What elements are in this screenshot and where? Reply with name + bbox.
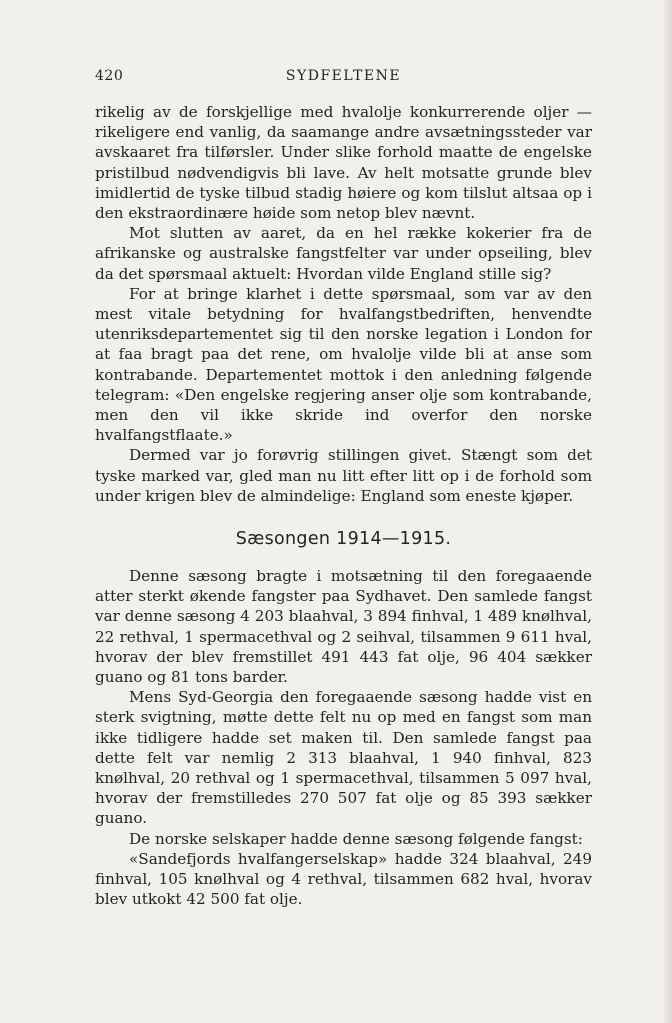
paragraph: Mens Syd-Georgia den foregaaende sæsong hadde vist en sterk svigtning, møtte dette felt nu op med en fangst som man ikke tidligere hadde set maken til. Den samlede fangst paa dette felt var nemlig 2 313 blaahval, 1 940 finhval, 823 knølhval, 20 rethval og 1 spermacethval, tilsammen 5 097 hval, hvorav der fremstilledes 270 507 fat olje og 85 393 sækker guano. — [95, 688, 592, 828]
page-number: 420 — [95, 68, 124, 84]
page-edge-shadow — [662, 0, 672, 1023]
paragraph: Denne sæsong bragte i motsætning til den foregaaende atter sterkt økende fangster paa Sydhavet. Den samlede fangst var denne sæsong 4 203 blaahval, 3 894 finhval, 1 489 knølhval, 22 rethval, 1 spermacethval og 2 seihval, tilsammen 9 611 hval, hvorav der blev fremstillet 491 443 fat olje, 96 404 sækker guano og 81 tons barder. — [95, 567, 592, 687]
paragraph: For at bringe klarhet i dette spørsmaal, som var av den mest vitale betydning for hvalfangstbedriften, henvendte utenriksdepartementet sig til den norske legation i London for at faa bragt paa det rene, om hvalolje vilde bli at anse som kontrabande. Departementet mottok i den anledning følgende telegram: «Den engelske regjering anser olje som kontrabande, men den vil ikke skride ind overfor den norske hvalfangstflaate.» — [95, 284, 592, 445]
section-heading: Sæsongen 1914—1915. — [235, 529, 452, 549]
body-text-bottom — [95, 566, 592, 909]
page-header — [95, 68, 592, 88]
paragraph: Dermed var jo forøvrig stillingen givet. Stængt som det tyske marked var, gled man nu litt efter litt op i de forhold som under krigen blev de almindelige: England som eneste kjøper. — [95, 446, 592, 505]
paragraph: De norske selskaper hadde denne sæsong følgende fangst: — [129, 829, 583, 848]
paragraph: rikelig av de forskjellige med hvalolje konkurrerende oljer — rikeligere end vanlig, da saamange andre avsætningssteder var avskaaret fra tilførsler. Under slike forhold maatte de engelske pristilbud nødvendigvis bli lave. Av helt motsatte grunde blev imidlertid de tyske tilbud stadig høiere og kom tilslut altsaa op i den ekstraordinære høide som netop blev nævnt. — [95, 103, 592, 223]
running-title: SYDFELTENE — [285, 68, 402, 84]
paragraph: Mot slutten av aaret, da en hel række kokerier fra de afrikanske og australske fangstfelter var under opseiling, blev da det spørsmaal aktuelt: Hvordan vilde England stille sig? — [95, 224, 592, 283]
body-text-top — [95, 102, 592, 506]
paragraph: «Sandefjords hvalfangerselskap» hadde 324 blaahval, 249 finhval, 105 knølhval og 4 rethval, tilsammen 682 hval, hvorav blev utkokt 42 500 fat olje. — [95, 849, 592, 909]
